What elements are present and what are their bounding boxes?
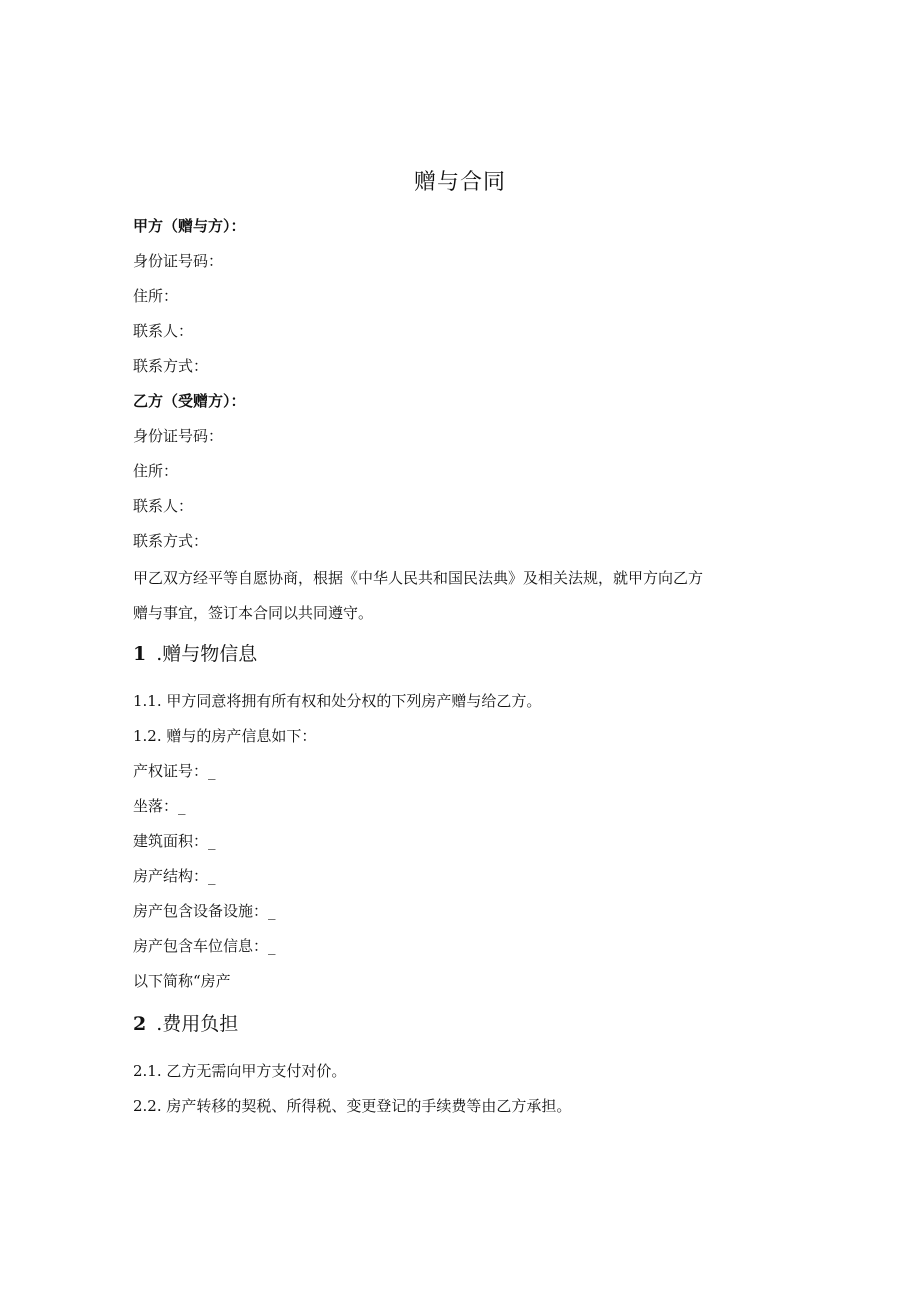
section-2-item: 2.1. 乙方无需向甲方支付对价。 xyxy=(133,1062,347,1080)
party-b-contact-method-label: 联系方式： xyxy=(133,532,209,550)
party-b-id-label: 身份证号码： xyxy=(133,427,224,445)
section-2 xyxy=(133,1004,793,1124)
party-b-heading: 乙方（受赠方）： xyxy=(133,392,246,410)
document-title: 赠与合同 xyxy=(413,170,506,195)
section-1-heading xyxy=(133,634,793,674)
party-b-section xyxy=(133,384,793,559)
party-a-section xyxy=(133,209,793,384)
intro-paragraph xyxy=(133,561,793,631)
section-1-item: 坐落：_ xyxy=(133,797,186,815)
section-2-item: 2.2. 房产转移的契税、所得税、变更登记的手续费等由乙方承担。 xyxy=(133,1097,572,1115)
section-1-number: 1 xyxy=(133,643,147,665)
section-1 xyxy=(133,634,793,999)
party-a-address-label: 住所： xyxy=(133,287,179,305)
party-a-contact-label: 联系人： xyxy=(133,322,194,340)
section-2-heading xyxy=(133,1004,793,1044)
section-1-item: 1.1. 甲方同意将拥有所有权和处分权的下列房产赠与给乙方。 xyxy=(133,692,542,710)
party-b-address-label: 住所： xyxy=(133,462,179,480)
intro-line-2: 赠与事宜，签订本合同以共同遵守。 xyxy=(133,604,374,622)
section-1-item: 建筑面积：_ xyxy=(133,832,216,850)
section-2-title: .费用负担 xyxy=(156,1013,239,1035)
section-1-item: 产权证号：_ xyxy=(133,762,216,780)
section-2-number: 2 xyxy=(133,1013,147,1035)
section-1-item: 房产结构：_ xyxy=(133,867,216,885)
party-b-contact-label: 联系人： xyxy=(133,497,194,515)
section-1-item: 1.2. 赠与的房产信息如下： xyxy=(133,727,317,745)
party-a-id-label: 身份证号码： xyxy=(133,252,224,270)
section-1-title: .赠与物信息 xyxy=(156,643,258,665)
section-1-item: 以下简称“房产 xyxy=(133,972,231,990)
section-1-item: 房产包含设备设施：_ xyxy=(133,902,276,920)
intro-line-1: 甲乙双方经平等自愿协商，根据《中华人民共和国民法典》及相关法规，就甲方向乙方 xyxy=(133,569,704,587)
party-a-contact-method-label: 联系方式： xyxy=(133,357,209,375)
party-a-heading: 甲方（赠与方）： xyxy=(133,217,246,235)
section-1-item: 房产包含车位信息：_ xyxy=(133,937,276,955)
